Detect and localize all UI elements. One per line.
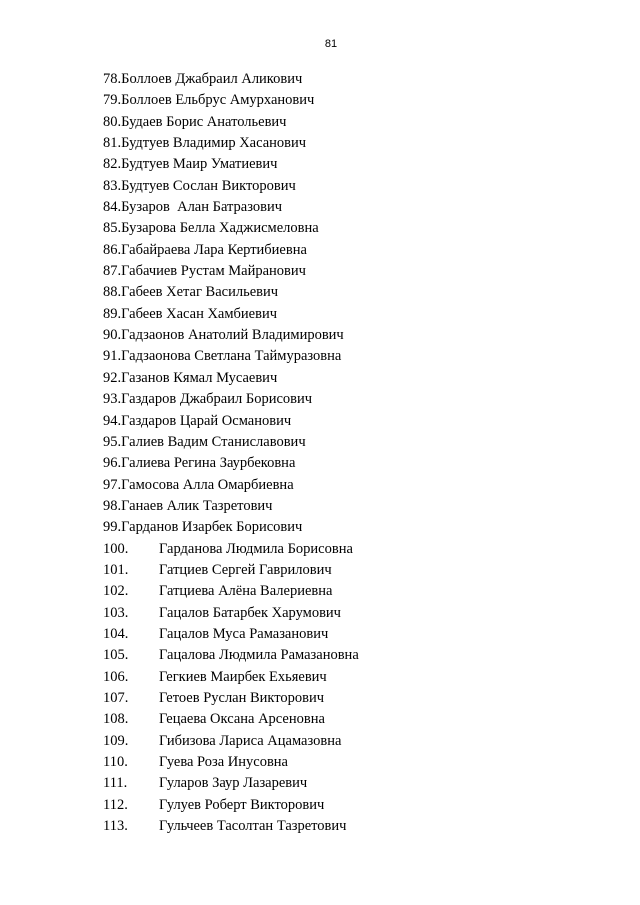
item-name: Бузаров Алан Батразович (121, 199, 283, 216)
item-number: 92. (103, 369, 122, 386)
item-name: Гадзаонова Светлана Таймуразовна (121, 348, 342, 365)
item-name: Газдаров Царай Османович (121, 412, 292, 429)
list-item (103, 709, 359, 730)
item-name: Газанов Кямал Мусаевич (121, 369, 278, 386)
item-number: 97. (103, 476, 122, 493)
item-name: Будтуев Сослан Викторович (121, 177, 296, 194)
item-name: Гарданов Изарбек Борисович (121, 519, 303, 536)
list-item (103, 154, 359, 175)
list-item (103, 667, 359, 688)
item-name: Газдаров Джабраил Борисович (121, 391, 313, 408)
list-item (103, 688, 359, 709)
list-item (103, 282, 359, 303)
item-name: Галиева Регина Заурбековна (121, 455, 296, 472)
item-number: 106. (103, 668, 129, 685)
list-item (103, 816, 359, 837)
item-name: Будтуев Владимир Хасанович (121, 135, 307, 152)
item-number: 87. (103, 263, 122, 280)
list-item (103, 795, 359, 816)
list-item (103, 304, 359, 325)
item-number: 100. (103, 540, 129, 557)
item-name: Галиев Вадим Станиславович (121, 433, 306, 450)
item-number: 113. (103, 818, 128, 835)
item-number: 93. (103, 391, 122, 408)
list-item (103, 346, 359, 367)
item-name: Габеев Хасан Хамбиевич (121, 305, 278, 322)
list-item (103, 133, 359, 154)
list-item (103, 645, 359, 666)
item-name: Гатциев Сергей Гаврилович (159, 561, 332, 578)
item-number: 111. (103, 775, 128, 792)
list-item (103, 197, 359, 218)
list-item (103, 261, 359, 282)
item-number: 91. (103, 348, 122, 365)
item-name: Будаев Борис Анатольевич (121, 113, 287, 130)
list-item (103, 560, 359, 581)
list-item (103, 517, 359, 538)
item-name: Гамосова Алла Омарбиевна (121, 476, 294, 493)
list-item (103, 453, 359, 474)
item-number: 112. (103, 796, 128, 813)
item-name: Будтуев Маир Уматиевич (121, 156, 278, 173)
item-name: Гетоев Руслан Викторович (159, 689, 325, 706)
item-name: Гулуев Роберт Викторович (159, 796, 325, 813)
item-number: 94. (103, 412, 122, 429)
item-name: Бузарова Белла Хаджисмеловна (121, 220, 319, 237)
item-number: 103. (103, 604, 129, 621)
item-number: 85. (103, 220, 122, 237)
item-number: 88. (103, 284, 122, 301)
list-item (103, 752, 359, 773)
item-name: Габеев Хетаг Васильевич (121, 284, 279, 301)
item-number: 81. (103, 135, 122, 152)
item-name: Габачиев Рустам Майранович (121, 263, 306, 280)
item-number: 84. (103, 199, 122, 216)
item-name: Гатциева Алёна Валериевна (159, 583, 333, 600)
item-name: Гибизова Лариса Ацамазовна (159, 732, 342, 749)
item-name: Гульчеев Тасолтан Тазретович (159, 818, 347, 835)
list-item (103, 432, 359, 453)
item-number: 101. (103, 561, 129, 578)
list-item (103, 389, 359, 410)
item-number: 89. (103, 305, 122, 322)
list-item (103, 240, 359, 261)
item-number: 80. (103, 113, 122, 130)
item-number: 102. (103, 583, 129, 600)
list-item (103, 411, 359, 432)
item-name: Боллоев Ельбрус Амурханович (121, 92, 315, 109)
item-number: 78. (103, 71, 122, 87)
item-number: 99. (103, 519, 122, 536)
item-number: 110. (103, 754, 128, 770)
item-name: Гецаева Оксана Арсеновна (159, 711, 325, 728)
item-name: Ганаев Алик Тазретович (121, 497, 273, 514)
list-item (103, 773, 359, 794)
item-number: 86. (103, 241, 122, 258)
item-name: Гацалов Муса Рамазанович (159, 625, 329, 642)
item-number: 104. (103, 625, 129, 642)
list-item (103, 475, 359, 496)
item-name: Боллоев Джабраил Аликович (121, 71, 303, 87)
list-item (103, 90, 359, 111)
list-item (103, 624, 359, 645)
list-item (103, 603, 359, 624)
item-name: Гарданова Людмила Борисовна (159, 540, 353, 557)
list-item (103, 218, 359, 239)
name-list (103, 69, 359, 837)
item-number: 79. (103, 92, 122, 109)
item-name: Гуларов Заур Лазаревич (159, 775, 308, 792)
item-number: 96. (103, 455, 122, 472)
item-number: 109. (103, 732, 129, 749)
item-number: 108. (103, 711, 129, 728)
item-name: Габайраева Лара Кертибиевна (121, 241, 307, 258)
list-item (103, 69, 359, 90)
item-name: Гадзаонов Анатолий Владимирович (121, 327, 344, 344)
list-item (103, 581, 359, 602)
item-number: 107. (103, 689, 129, 706)
item-name: Гацалов Батарбек Харумович (159, 604, 341, 621)
item-number: 95. (103, 433, 122, 450)
item-number: 105. (103, 647, 129, 664)
list-item (103, 176, 359, 197)
list-item (103, 368, 359, 389)
list-item (103, 539, 359, 560)
item-number: 82. (103, 156, 122, 173)
item-name: Гегкиев Маирбек Ехьяевич (159, 668, 327, 685)
item-number: 98. (103, 497, 122, 514)
list-item (103, 496, 359, 517)
page-number: 81 (324, 38, 338, 50)
item-name: Гуева Роза Инусовна (159, 754, 288, 770)
item-name: Гацалова Людмила Рамазановна (159, 647, 359, 664)
list-item (103, 731, 359, 752)
item-number: 90. (103, 327, 122, 344)
list-item (103, 325, 359, 346)
list-item (103, 112, 359, 133)
item-number: 83. (103, 177, 122, 194)
